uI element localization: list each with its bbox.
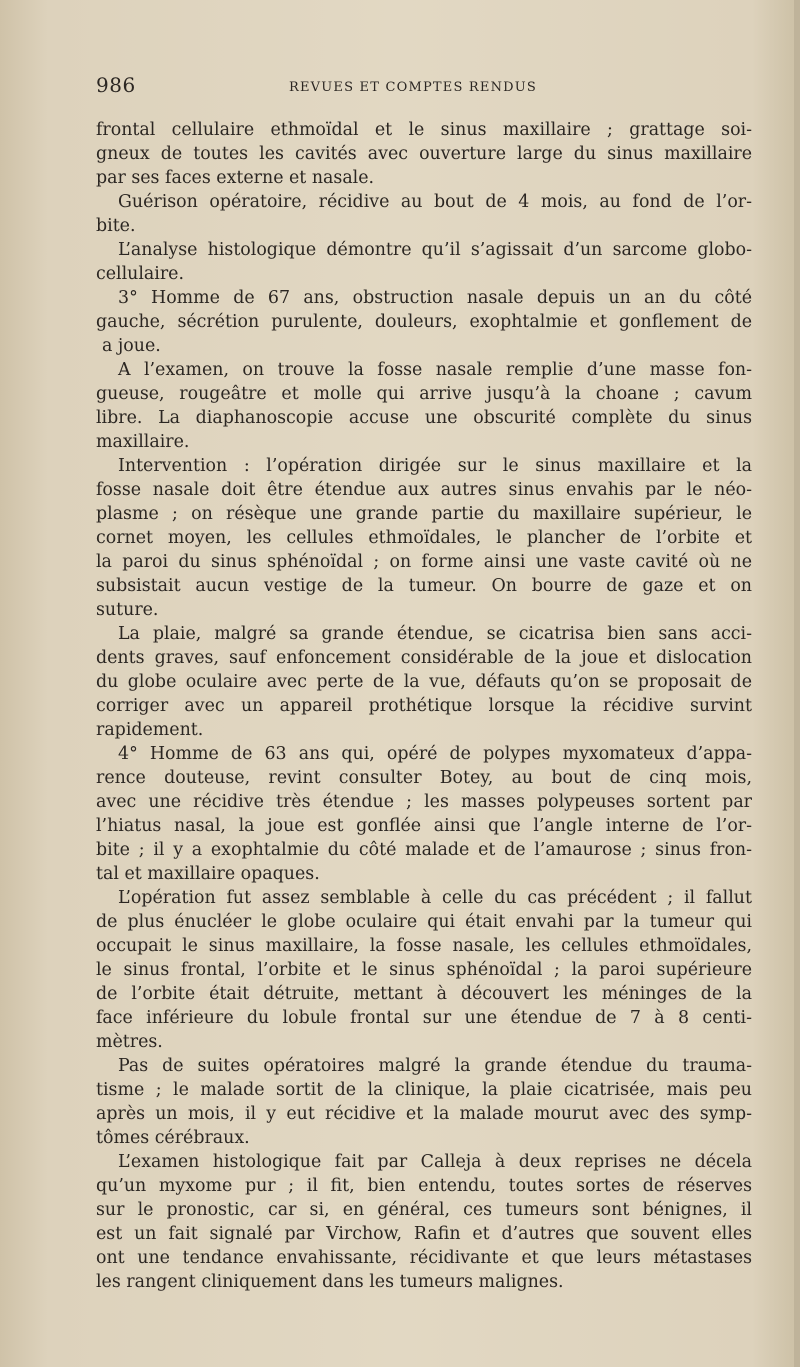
text-line: de l’orbite était détruite, mettant à découvert les méninges de la (96, 984, 752, 1004)
text-line: plasme ; on résèque une grande partie du maxillaire supérieur, le (96, 504, 752, 524)
text-line: cornet moyen, les cellules ethmoïdales, le plancher de l’orbite et (96, 528, 752, 548)
text-line: le sinus frontal, l’orbite et le sinus sphénoïdal ; la paroi supérieure (96, 960, 752, 980)
text-line: L’analyse histologique démontre qu’il s’agissait d’un sarcome globo- (118, 240, 752, 260)
text-line: avec une récidive très étendue ; les masses polypeuses sortent par (96, 792, 752, 812)
text-line: sur le pronostic, car si, en général, ces tumeurs sont bénignes, il (96, 1200, 752, 1220)
text-line: tal et maxillaire opaques. (96, 864, 320, 884)
text-line: dents graves, sauf enfoncement considérable de la joue et dislocation (96, 648, 752, 668)
text-line: frontal cellulaire ethmoïdal et le sinus maxillaire ; grattage soi- (96, 120, 752, 140)
text-line: tisme ; le malade sortit de la clinique, la plaie cicatrisée, mais peu (96, 1080, 752, 1100)
text-line: Intervention : l’opération dirigée sur le sinus maxillaire et la (118, 456, 752, 476)
text-line: La plaie, malgré sa grande étendue, se cicatrisa bien sans acci- (118, 624, 752, 644)
text-line: gueuse, rougeâtre et molle qui arrive jusqu’à la choane ; cavum (96, 384, 752, 404)
text-line: corriger avec un appareil prothétique lorsque la récidive survint (96, 696, 752, 716)
text-line: L’examen histologique fait par Calleja à deux reprises ne décela (118, 1152, 752, 1172)
text-line: gauche, sécrétion purulente, douleurs, exophtalmie et gonflement de (96, 312, 752, 332)
text-line: L’opération fut assez semblable à celle du cas précédent ; il fallut (118, 888, 752, 908)
text-line: ont une tendance envahissante, récidivante et que leurs métastases (96, 1248, 752, 1268)
text-line: du globe oculaire avec perte de la vue, défauts qu’on se proposait de (96, 672, 752, 692)
text-line: A l’examen, on trouve la fosse nasale remplie d’une masse fon- (118, 360, 752, 380)
text-line: l’hiatus nasal, la joue est gonflée ainsi que l’angle interne de l’or- (96, 816, 752, 836)
text-line: face inférieure du lobule frontal sur une étendue de 7 à 8 centi- (96, 1008, 752, 1028)
page-header (96, 73, 752, 101)
text-line: libre. La diaphanoscopie accuse une obscurité complète du sinus (96, 408, 752, 428)
text-line: les rangent cliniquement dans les tumeurs malignes. (96, 1272, 564, 1292)
text-line: bite ; il y a exophtalmie du côté malade et de l’amaurose ; sinus fron- (96, 840, 752, 860)
text-line: occupait le sinus maxillaire, la fosse nasale, les cellules ethmoïdales, (96, 936, 752, 956)
text-line: rence douteuse, revint consulter Botey, au bout de cinq mois, (96, 768, 752, 788)
article-body (96, 118, 752, 1294)
text-line: par ses faces externe et nasale. (96, 168, 375, 188)
page-number: 986 (96, 73, 136, 97)
text-line: rapidement. (96, 720, 204, 740)
text-line: après un mois, il y eut récidive et la malade mourut avec des symp- (96, 1104, 752, 1124)
text-line: suture. (96, 600, 159, 620)
text-line: cellulaire. (96, 264, 184, 284)
text-line: bite. (96, 216, 136, 236)
text-line: fosse nasale doit être étendue aux autres sinus envahis par le néo- (96, 480, 752, 500)
text-line: la paroi du sinus sphénoïdal ; on forme ainsi une vaste cavité où ne (96, 552, 752, 572)
text-line: subsistait aucun vestige de la tumeur. On bourre de gaze et on (96, 576, 752, 596)
text-line: mètres. (96, 1032, 163, 1052)
text-line: 4° Homme de 63 ans qui, opéré de polypes myxomateux d’appa- (118, 744, 752, 764)
text-line: qu’un myxome pur ; il fit, bien entendu, toutes sortes de réserves (96, 1176, 752, 1196)
text-line: a joue. (102, 336, 161, 356)
text-line: Guérison opératoire, récidive au bout de 4 mois, au fond de l’or- (118, 192, 752, 212)
text-line: Pas de suites opératoires malgré la grande étendue du trauma- (118, 1056, 752, 1076)
text-line: tômes cérébraux. (96, 1128, 250, 1148)
text-line: de plus énucléer le globe oculaire qui était envahi par la tumeur qui (96, 912, 752, 932)
text-line: maxillaire. (96, 432, 190, 452)
text-line: 3° Homme de 67 ans, obstruction nasale depuis un an du côté (118, 288, 752, 308)
text-line: est un fait signalé par Virchow, Rafin et d’autres que souvent elles (96, 1224, 752, 1244)
text-line: gneux de toutes les cavités avec ouverture large du sinus maxillaire (96, 144, 752, 164)
running-head: REVUES ET COMPTES RENDUS (289, 80, 538, 95)
